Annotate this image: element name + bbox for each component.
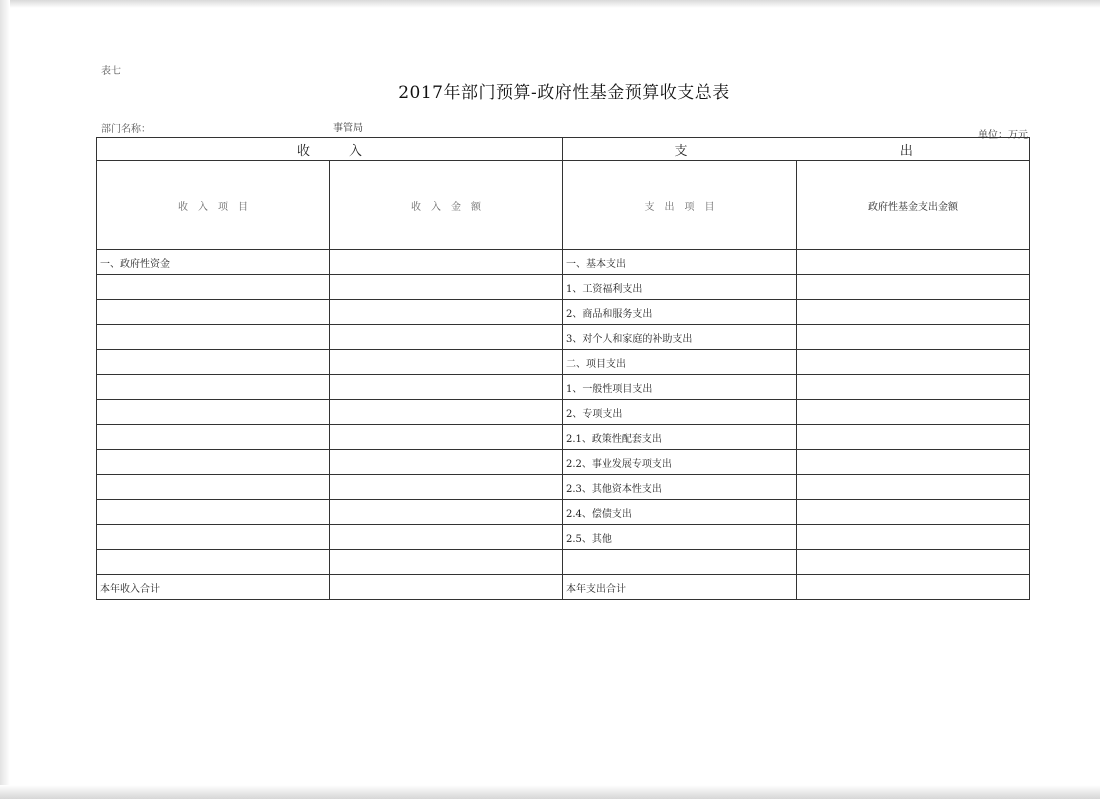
table-row [97,500,1030,525]
income-item-cell [97,350,330,375]
expense-item-cell: 一、基本支出 [563,250,797,275]
income-amount-cell [330,550,563,575]
total-income-label: 本年收入合计 [97,575,330,600]
expense-amount-cell [797,375,1030,400]
income-amount-cell [330,350,563,375]
total-row [97,575,1030,600]
department-label: 部门名称： [101,124,151,135]
table-row [97,475,1030,500]
expense-amount-cell [797,400,1030,425]
income-item-cell [97,300,330,325]
income-item-cell [97,525,330,550]
expense-amount-cell [797,300,1030,325]
scan-edge-left [0,0,10,799]
expense-amount-cell [797,475,1030,500]
income-group-label: 收 入 [297,143,363,159]
scan-edge-bottom [0,785,1100,799]
expense-amount-cell [797,500,1030,525]
expense-group-label-right: 出 [899,143,913,159]
income-item-cell [97,325,330,350]
income-item-cell [97,375,330,400]
expense-item-cell: 2.3、其他资本性支出 [563,475,797,500]
expense-amount-cell [797,275,1030,300]
total-expense-label: 本年支出合计 [563,575,797,600]
table-row [97,275,1030,300]
income-amount-cell [330,425,563,450]
col-header-expense-amount: 政府性基金支出金额 [797,161,1030,250]
expense-amount-cell [797,525,1030,550]
table-body [97,250,1030,575]
income-item-cell [97,550,330,575]
col-header-income-amount: 收 入 金 额 [330,161,563,250]
scan-edge-top [0,0,1100,8]
income-amount-cell [330,450,563,475]
income-item-cell: 一、政府性资金 [97,250,330,275]
income-group-header [97,138,563,161]
income-item-cell [97,500,330,525]
income-amount-cell [330,500,563,525]
table-label: 表七 [101,66,121,77]
expense-item-cell: 二、项目支出 [563,350,797,375]
budget-table [96,137,1030,600]
income-amount-cell [330,475,563,500]
income-amount-cell [330,250,563,275]
income-item-cell [97,450,330,475]
expense-item-cell: 2、商品和服务支出 [563,300,797,325]
income-amount-cell [330,325,563,350]
expense-item-cell: 1、一般性项目支出 [563,375,797,400]
table-row [97,375,1030,400]
table-row [97,300,1030,325]
column-header-row [97,161,1030,250]
expense-item-cell: 2.1、政策性配套支出 [563,425,797,450]
table-row [97,250,1030,275]
total-income-value [330,575,563,600]
income-amount-cell [330,375,563,400]
income-item-cell [97,425,330,450]
expense-item-cell: 2、专项支出 [563,400,797,425]
table-row [97,550,1030,575]
income-amount-cell [330,400,563,425]
expense-group-label-left: 支 [674,143,688,159]
income-item-cell [97,475,330,500]
table-row [97,425,1030,450]
expense-amount-cell [797,350,1030,375]
table-row [97,400,1030,425]
income-item-cell [97,400,330,425]
expense-amount-cell [797,550,1030,575]
expense-amount-cell [797,325,1030,350]
group-header-row [97,138,1030,161]
col-header-expense-item: 支 出 项 目 [563,161,797,250]
income-amount-cell [330,275,563,300]
expense-amount-cell [797,450,1030,475]
col-header-income-item: 收 入 项 目 [97,161,330,250]
table-row [97,325,1030,350]
document-title: 2017年部门预算-政府性基金预算收支总表 [398,83,730,103]
expense-item-cell: 2.5、其他 [563,525,797,550]
table-row [97,450,1030,475]
income-amount-cell [330,525,563,550]
income-amount-cell [330,300,563,325]
expense-item-cell: 2.2、事业发展专项支出 [563,450,797,475]
expense-group-header [563,138,1030,161]
unit-label: 单位：万元 [978,130,1028,141]
department-value: 事管局 [333,123,363,134]
expense-amount-cell [797,250,1030,275]
table-row [97,350,1030,375]
expense-amount-cell [797,425,1030,450]
expense-item-cell: 2.4、偿债支出 [563,500,797,525]
expense-item-cell: 3、对个人和家庭的补助支出 [563,325,797,350]
income-item-cell [97,275,330,300]
expense-item-cell: 1、工资福利支出 [563,275,797,300]
table-row [97,525,1030,550]
total-expense-value [797,575,1030,600]
expense-item-cell [563,550,797,575]
